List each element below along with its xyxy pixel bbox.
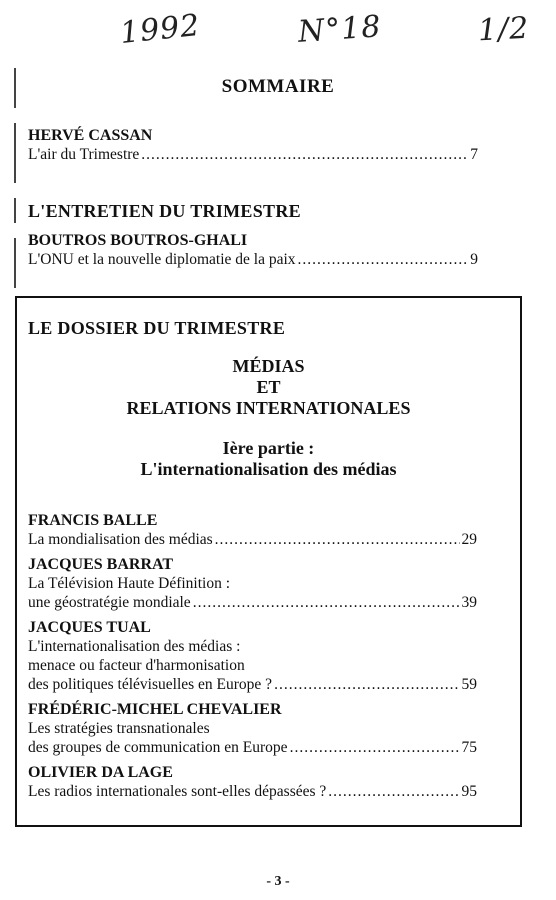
entry-title-part: menace ou facteur d'harmonisation <box>28 657 245 674</box>
margin-marks <box>14 68 18 298</box>
leader-dots <box>215 530 460 549</box>
entry-title-line <box>28 530 477 549</box>
dossier-box <box>15 296 522 827</box>
toc-entry <box>28 763 477 801</box>
leader-dots <box>328 782 459 801</box>
entry-author: FRANCIS BALLE <box>28 512 158 529</box>
theme-line: RELATIONS INTERNATIONALES <box>126 398 411 418</box>
toc-entry <box>28 126 478 164</box>
entry-title-part: L'internationalisation des médias : <box>28 638 241 655</box>
entry-author: OLIVIER DA LAGE <box>28 764 173 781</box>
entry-page: 75 <box>461 739 477 756</box>
entretien-section <box>28 201 478 269</box>
part-line: Ière partie : <box>222 438 315 458</box>
dossier-entries <box>28 511 477 807</box>
entry-title: L'air du Trimestre <box>28 146 140 163</box>
entry-title-line <box>28 782 477 801</box>
part-line: L'internationalisation des médias <box>140 459 397 479</box>
entry-title-line <box>28 145 478 164</box>
entry-title: des politiques télévisuelles en Europe ? <box>28 676 273 693</box>
theme-line: ET <box>256 377 281 397</box>
entry-author: JACQUES TUAL <box>28 619 151 636</box>
entry-title-part: La Télévision Haute Définition : <box>28 575 231 592</box>
page-title: SOMMAIRE <box>221 76 335 97</box>
entry-title-line <box>28 738 477 757</box>
leader-dots <box>290 738 460 757</box>
handwritten-year: 1992 <box>118 7 202 52</box>
entry-title-line <box>28 593 477 612</box>
entry-title-line <box>28 675 477 694</box>
entry-page: 95 <box>461 783 477 800</box>
entry-title: des groupes de communication en Europe <box>28 739 288 756</box>
entry-page: 9 <box>470 251 478 268</box>
entry-title: La mondialisation des médias <box>28 531 213 548</box>
entry-author: BOUTROS BOUTROS-GHALI <box>28 232 248 249</box>
leader-dots <box>141 145 468 164</box>
section-heading: LE DOSSIER DU TRIMESTRE <box>28 318 286 338</box>
leader-dots <box>274 675 459 694</box>
entry-page: 7 <box>470 146 478 163</box>
handwritten-part: 1/2 <box>477 10 531 49</box>
entry-author: HERVÉ CASSAN <box>28 127 153 144</box>
entry-title-part: Les stratégies transnationales <box>28 720 210 737</box>
entry-author: FRÉDÉRIC-MICHEL CHEVALIER <box>28 701 282 718</box>
page-number: - 3 - <box>266 874 290 889</box>
entry-title-line <box>28 250 478 269</box>
section-heading: L'ENTRETIEN DU TRIMESTRE <box>28 201 301 221</box>
leader-dots <box>298 250 469 269</box>
entry-page: 39 <box>461 594 477 611</box>
toc-entry <box>28 511 477 549</box>
entry-title: Les radios internationales sont-elles dépassées ? <box>28 783 327 800</box>
entry-page: 29 <box>461 531 477 548</box>
handwritten-issue-number: N°18 <box>296 9 383 50</box>
toc-entry <box>28 555 477 612</box>
entry-title: une géostratégie mondiale <box>28 594 191 611</box>
leader-dots <box>193 593 460 612</box>
entry-author: JACQUES BARRAT <box>28 556 174 573</box>
entry-title: L'ONU et la nouvelle diplomatie de la paix <box>28 251 296 268</box>
toc-entry <box>28 618 477 694</box>
theme-line: MÉDIAS <box>232 356 305 376</box>
entry-page: 59 <box>461 676 477 693</box>
toc-entry <box>28 700 477 757</box>
